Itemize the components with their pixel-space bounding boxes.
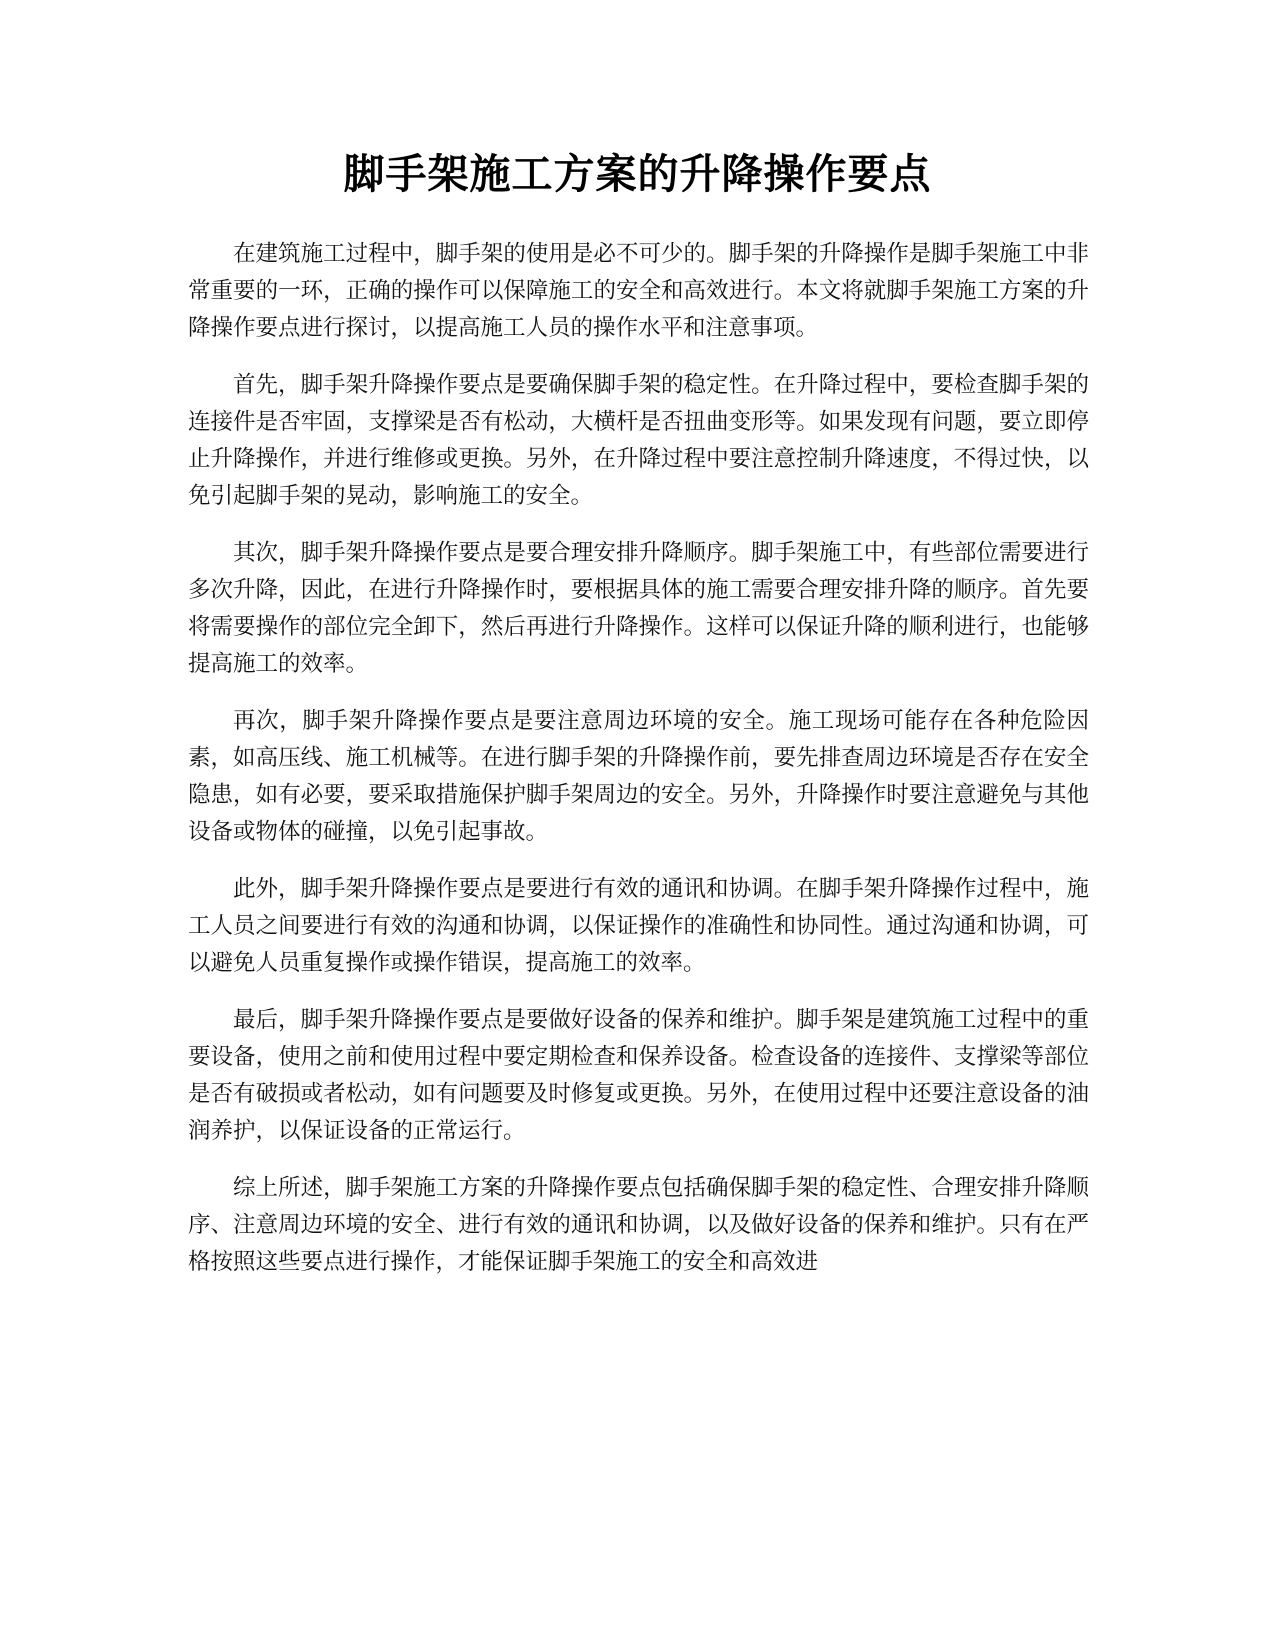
paragraph-intro: 在建筑施工过程中，脚手架的使用是必不可少的。脚手架的升降操作是脚手架施工中非常重要的一环，正确的操作可以保障施工的安全和高效进行。本文将就脚手架施工方案的升降操作要点进行探讨，以提高施工人员的操作水平和注意事项。 bbox=[188, 241, 1089, 341]
paragraph-stability: 首先，脚手架升降操作要点是要确保脚手架的稳定性。在升降过程中，要检查脚手架的连接件是否牢固，支撑梁是否有松动，大横杆是否扭曲变形等。如果发现有问题，要立即停止升降操作，并进行维修或更换。另外，在升降过程中要注意控制升降速度，不得过快，以免引起脚手架的晃动，影响施工的安全。 bbox=[188, 372, 1089, 509]
document-title: 脚手架施工方案的升降操作要点 bbox=[343, 150, 932, 198]
paragraph-summary: 综上所述，脚手架施工方案的升降操作要点包括确保脚手架的稳定性、合理安排升降顺序、注意周边环境的安全、进行有效的通讯和协调，以及做好设备的保养和维护。只有在严格按照这些要点进行操作，才能保证脚手架施工的安全和高效进 bbox=[188, 1175, 1089, 1275]
paragraph-communication: 此外，脚手架升降操作要点是要进行有效的通讯和协调。在脚手架升降操作过程中，施工人员之间要进行有效的沟通和协调，以保证操作的准确性和协同性。通过沟通和协调，可以避免人员重复操作或操作错误，提高施工的效率。 bbox=[188, 876, 1089, 976]
paragraph-environment: 再次，脚手架升降操作要点是要注意周边环境的安全。施工现场可能存在各种危险因素，如高压线、施工机械等。在进行脚手架的升降操作前，要先排查周边环境是否存在安全隐患，如有必要，要采取措施保护脚手架周边的安全。另外，升降操作时要注意避免与其他设备或物体的碰撞，以免引起事故。 bbox=[188, 708, 1089, 845]
paragraph-sequence: 其次，脚手架升降操作要点是要合理安排升降顺序。脚手架施工中，有些部位需要进行多次升降，因此，在进行升降操作时，要根据具体的施工需要合理安排升降的顺序。首先要将需要操作的部位完全卸下，然后再进行升降操作。这样可以保证升降的顺利进行，也能够提高施工的效率。 bbox=[188, 540, 1089, 677]
document-body bbox=[188, 236, 1089, 1301]
paragraph-maintenance: 最后，脚手架升降操作要点是要做好设备的保养和维护。脚手架是建筑施工过程中的重要设备，使用之前和使用过程中要定期检查和保养设备。检查设备的连接件、支撑梁等部位是否有破损或者松动，如有问题要及时修复或更换。另外，在使用过程中还要注意设备的油润养护，以保证设备的正常运行。 bbox=[188, 1007, 1089, 1144]
